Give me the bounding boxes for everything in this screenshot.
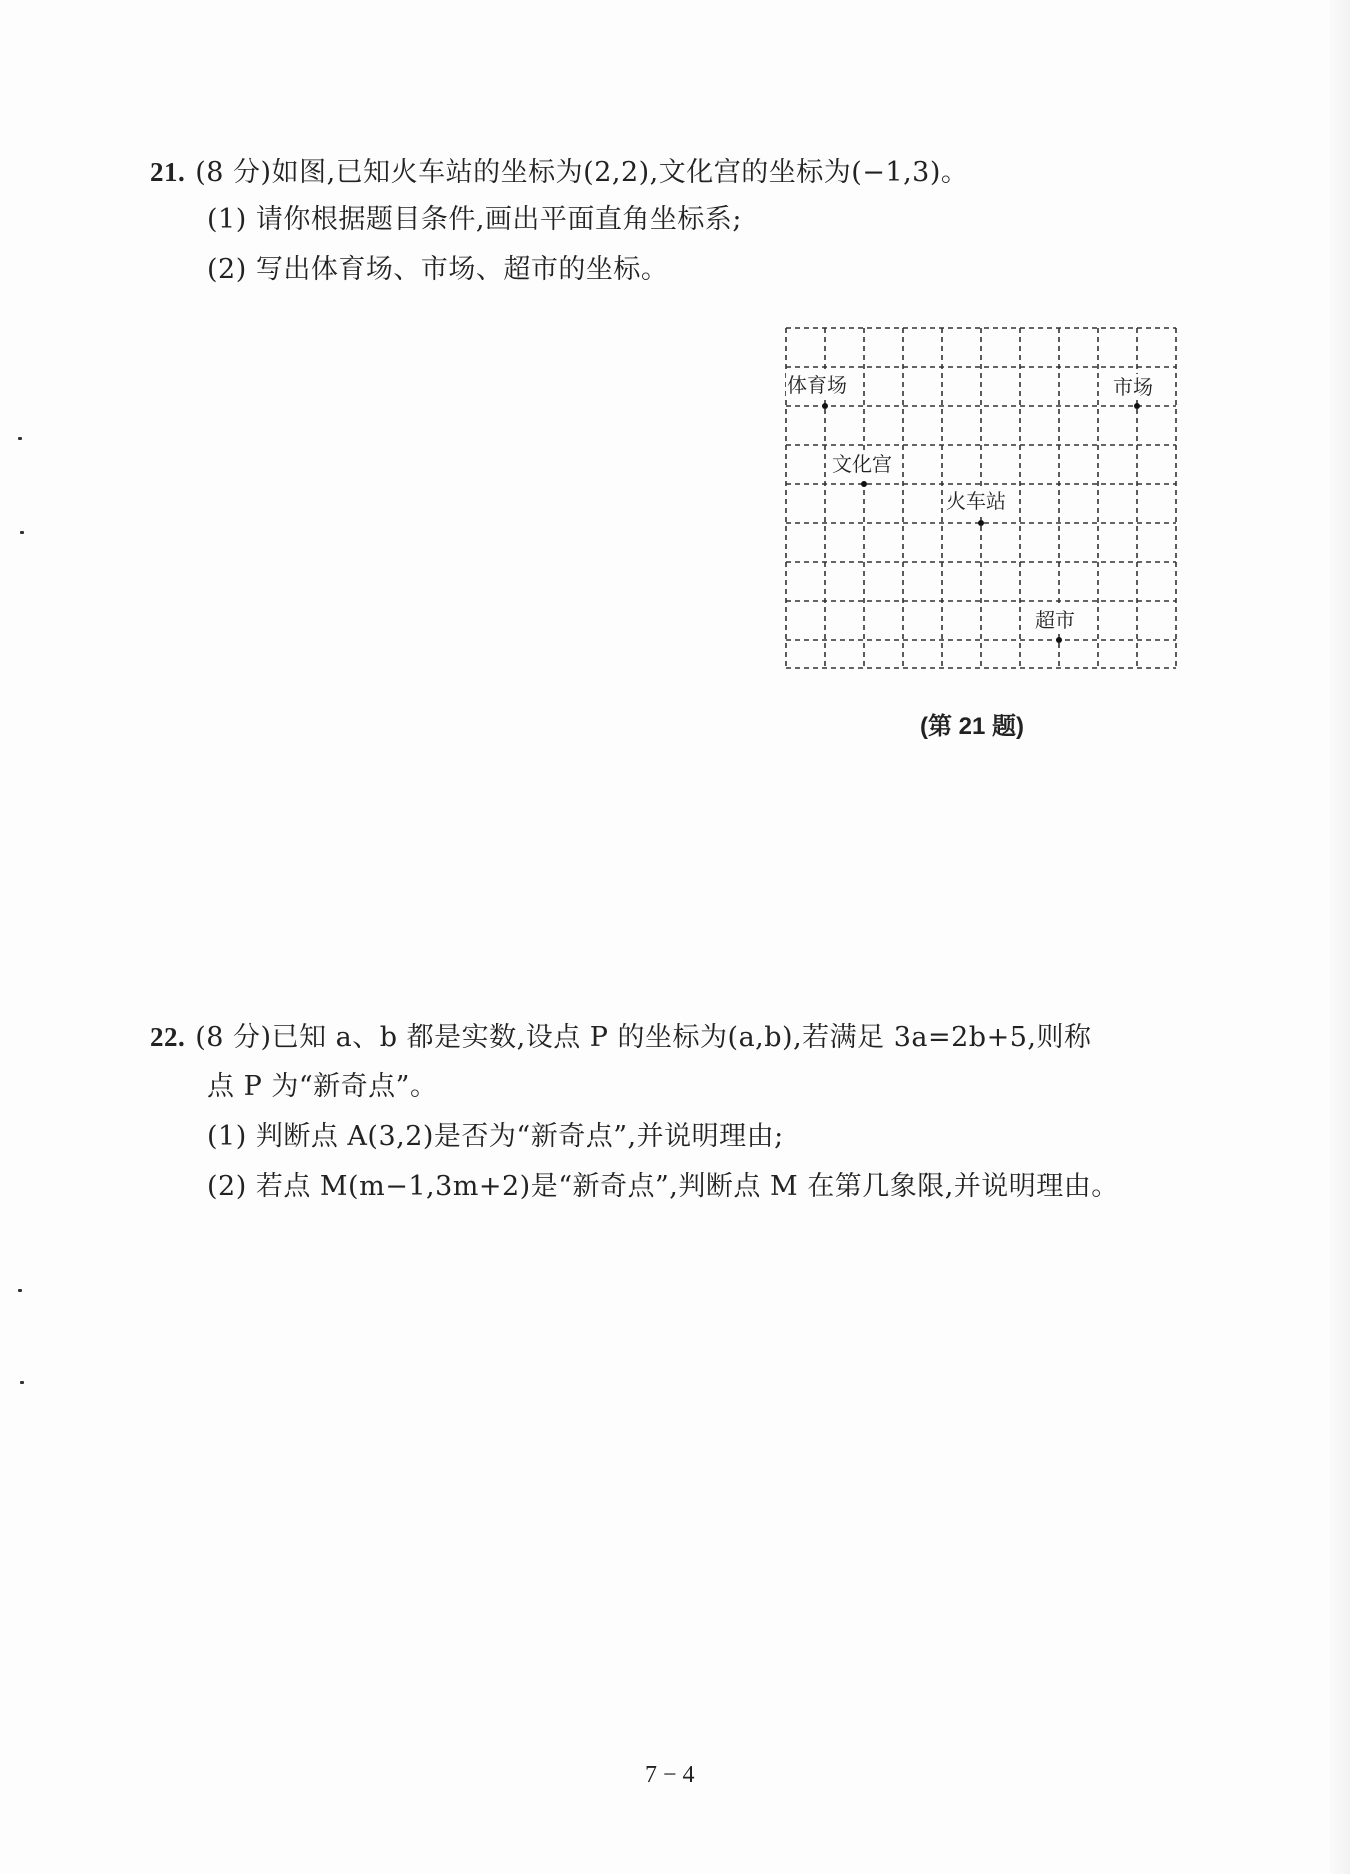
- point-cultural-palace: [861, 481, 867, 487]
- problem-21-part-2: (2) 写出体育场、市场、超市的坐标。: [207, 254, 669, 285]
- place-label-supermarket: 超市: [1035, 608, 1075, 632]
- place-label-stadium: 体育场: [787, 373, 847, 397]
- problem-22-stem-line-1: [150, 1017, 1091, 1058]
- problem-22-stem-1: (8 分)已知 a、b 都是实数,设点 P 的坐标为(a,b),若满足 3a=2b+5,则称: [195, 1022, 1092, 1053]
- page-number: 7 − 4: [645, 1762, 695, 1788]
- place-label-market: 市场: [1113, 375, 1153, 399]
- place-label-train-station: 火车站: [946, 489, 1006, 513]
- place-label-cultural-palace: 文化宫: [832, 452, 892, 476]
- point-supermarket: [1056, 637, 1062, 643]
- page-edge-shade: [1330, 0, 1350, 1874]
- binding-mark: [18, 1289, 22, 1292]
- problem-21-number: 21.: [150, 157, 186, 187]
- point-train-station: [978, 520, 984, 526]
- problem-21-stem-line: [150, 152, 968, 193]
- problem-22-number: 22.: [150, 1022, 186, 1052]
- figure-caption: (第 21 题): [920, 713, 1025, 740]
- problem-21-grid-figure: [770, 320, 1190, 680]
- problem-22-part-1: (1) 判断点 A(3,2)是否为“新奇点”,并说明理由;: [207, 1121, 784, 1152]
- binding-mark: [18, 437, 22, 440]
- problem-21-stem: (8 分)如图,已知火车站的坐标为(2,2),文化宫的坐标为(−1,3)。: [195, 157, 969, 188]
- binding-mark: [20, 1381, 24, 1384]
- problem-22-part-2: (2) 若点 M(m−1,3m+2)是“新奇点”,判断点 M 在第几象限,并说明理由。: [207, 1171, 1119, 1202]
- point-market: [1134, 403, 1140, 409]
- binding-mark: [20, 531, 24, 534]
- point-stadium: [822, 403, 828, 409]
- problem-21-part-1: (1) 请你根据题目条件,画出平面直角坐标系;: [207, 204, 743, 235]
- problem-22-stem-line-2: 点 P 为“新奇点”。: [207, 1071, 438, 1102]
